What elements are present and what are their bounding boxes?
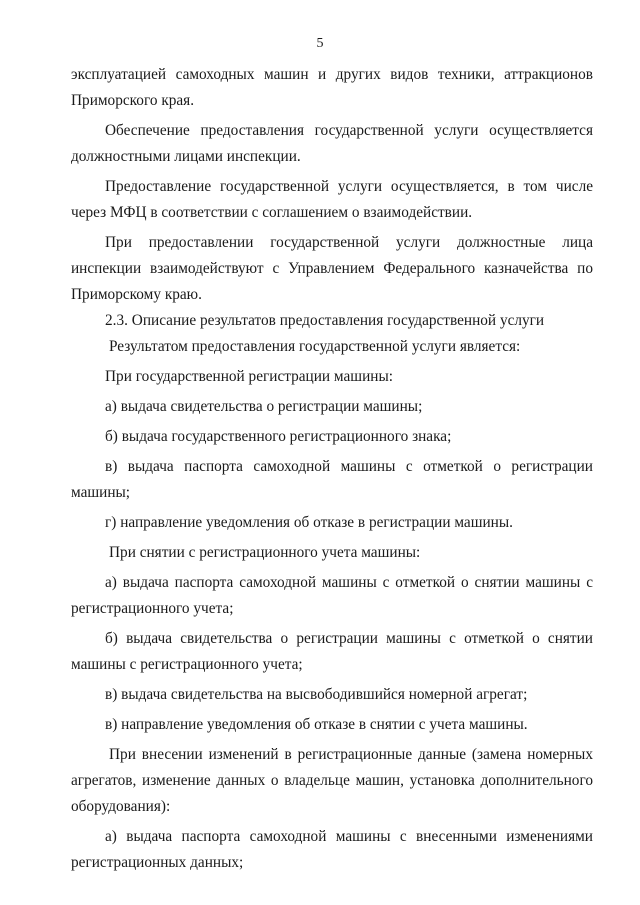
document-body: [71, 62, 593, 876]
list-item-a: а) выдача свидетельства о регистрации машины;: [105, 398, 423, 415]
paragraph-1: эксплуатацией самоходных машин и других видов техники, аттракционов Приморского края.: [71, 66, 593, 109]
paragraph-7: При государственной регистрации машины:: [105, 368, 393, 385]
section-heading: 2.3. Описание результатов предоставления государственной услуги: [105, 312, 545, 329]
list-item-c: в) выдача паспорта самоходной машины с отметкой о регистрации машины;: [71, 458, 593, 501]
list-item-a-2: а) выдача паспорта самоходной машины с отметкой о снятии машины с регистрационного учета;: [71, 574, 593, 617]
list-item-d-2: в) направление уведомления об отказе в снятии с учета машины.: [105, 716, 528, 733]
list-item-a-3: а) выдача паспорта самоходной машины с внесенными изменениями регистрационных данных;: [71, 828, 593, 871]
paragraph-4: При предоставлении государственной услуги должностные лица инспекции взаимодействуют с Управлением Федерального казначейства по Приморскому краю.: [71, 234, 593, 303]
list-item-d: г) направление уведомления об отказе в регистрации машины.: [105, 514, 513, 531]
paragraph-12: При снятии с регистрационного учета машины:: [109, 544, 421, 561]
paragraph-3: Предоставление государственной услуги осуществляется, в том числе через МФЦ в соответствии с соглашением о взаимодействии.: [71, 178, 593, 221]
list-item-b-2: б) выдача свидетельства о регистрации машины с отметкой о снятии машины с регистрационного учета;: [71, 630, 593, 673]
paragraph-2: Обеспечение предоставления государственной услуги осуществляется должностными лицами инспекции.: [71, 122, 593, 165]
paragraph-17: При внесении изменений в регистрационные данные (замена номерных агрегатов, изменение данных о владельце машин, установка дополнительного оборудования):: [71, 746, 593, 815]
paragraph-6: Результатом предоставления государственной услуги является:: [109, 338, 521, 355]
page-number: 5: [316, 36, 324, 51]
list-item-c-2: в) выдача свидетельства на высвободившийся номерной агрегат;: [105, 686, 528, 703]
list-item-b: б) выдача государственного регистрационного знака;: [105, 428, 452, 445]
